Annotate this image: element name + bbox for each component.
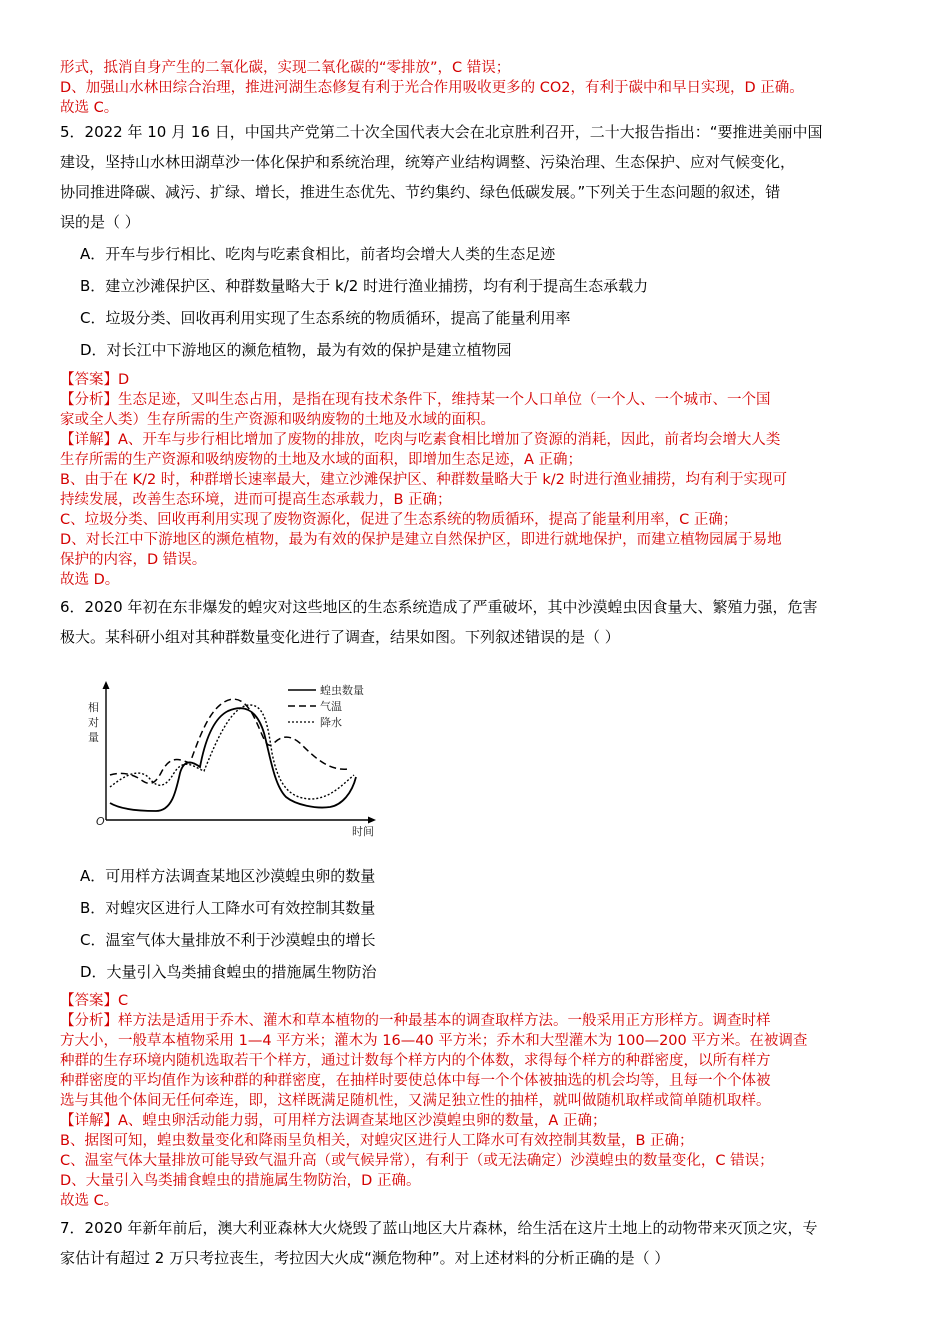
analysis-line: 【分析】样方法是适用于乔木、灌木和草本植物的一种最基本的调查取样方法。一般采用正方形样方。调查时样 [60,1013,771,1029]
y-axis-label-1: 相 [88,701,99,714]
analysis-line: 种群密度的平均值作为该种群的种群密度，在抽样时要使总体中每一个个体被抽选的机会均等，且每一个个体被 [60,1073,771,1089]
analysis-line: 方大小，一般草本植物采用 1—4 平方米；灌木为 16—40 平方米；乔木和大型灌木为 100—200 平方米。在被调查 [60,1033,808,1049]
origin-label: O [96,815,105,828]
analysis-line: 生存所需的生产资源和吸纳废物的土地及水域的面积，即增加生态足迹，A 正确； [60,452,583,468]
option-a: A．开车与步行相比、吃肉与吃素食相比，前者均会增大人类的生态足迹 [80,245,556,263]
analysis-line: B、据图可知，蝗虫数量变化和降雨呈负相关，对蝗灾区进行人工降水可有效控制其数量，B 正确； [60,1133,694,1149]
legend-temperature: 气温 [320,700,342,713]
option-d: D．对长江中下游地区的濒危植物，最为有效的保护是建立植物园 [80,341,512,359]
analysis-line: B、由于在 K/2 时，种群增长速率最大，建立沙滩保护区、种群数量略大于 k/2 时进行渔业捕捞，均有利于实现可 [60,472,788,488]
stem-line: 家估计有超过 2 万只考拉丧生，考拉因大火成“濒危物种”。对上述材料的分析正确的是（ ） [60,1249,670,1267]
y-axis-arrow [103,681,110,689]
analysis-line: 形式，抵消自身产生的二氧化碳，实现二氧化碳的“零排放”，C 错误； [60,60,511,76]
analysis-line: D、大量引入鸟类捕食蝗虫的措施属生物防治，D 正确。 [60,1173,421,1189]
stem-line: 7．2020 年新年前后，澳大利亚森林大火烧毁了蓝山地区大片森林，给生活在这片土地上的动物带来灭顶之灾，专 [60,1219,818,1237]
answer-label: 【答案】D [60,372,130,388]
previous-analysis [60,58,895,118]
question-6-explanation [60,991,895,1211]
locust-population-chart [80,675,400,840]
analysis-line: D、加强山水林田综合治理，推进河湖生态修复有利于光合作用吸收更多的 CO2，有利于碳中和早日实现，D 正确。 [60,80,804,96]
question-5-options [0,238,900,366]
y-axis-label-2: 对 [88,716,99,729]
legend-rain: 降水 [320,716,342,729]
option-a: A．可用样方法调查某地区沙漠蝗虫卵的数量 [80,867,376,885]
option-b: B．建立沙滩保护区、种群数量略大于 k/2 时进行渔业捕捞，均有利于提高生态承载力 [80,277,649,295]
rain-curve [110,705,354,799]
question-5-stem [60,117,895,237]
analysis-line: 故选 C。 [60,1193,119,1209]
analysis-line: 故选 C。 [60,100,119,116]
x-axis-label: 时间 [352,825,374,838]
analysis-line: 家或全人类）生存所需的生产资源和吸纳废物的土地及水域的面积。 [60,412,495,428]
question-5-explanation [60,370,895,590]
option-d: D．大量引入鸟类捕食蝗虫的措施属生物防治 [80,963,377,981]
stem-line: 建设，坚持山水林田湖草沙一体化保护和系统治理，统筹产业结构调整、污染治理、生态保护、应对气候变化， [60,153,796,171]
stem-line: 极大。某科研小组对其种群数量变化进行了调查，结果如图。下列叙述错误的是（ ） [60,628,620,646]
analysis-line: D、对长江中下游地区的濒危植物，最为有效的保护是建立自然保护区，即进行就地保护，而建立植物园属于易地 [60,532,782,548]
option-c: C．温室气体大量排放不利于沙漠蝗虫的增长 [80,931,376,949]
analysis-line: C、垃圾分类、回收再利用实现了废物资源化，促进了生态系统的物质循环，提高了能量利用率，C 正确； [60,512,738,528]
option-b: B．对蝗灾区进行人工降水可有效控制其数量 [80,899,376,917]
analysis-line: 持续发展，改善生态环境，进而可提高生态承载力，B 正确； [60,492,452,508]
analysis-line: 种群的生存环境内随机选取若干个样方，通过计数每个样方内的个体数，求得每个样方的种群密度，以所有样方 [60,1053,771,1069]
analysis-line: 【详解】A、蝗虫卵活动能力弱，可用样方法调查某地区沙漠蝗虫卵的数量，A 正确； [60,1113,607,1129]
analysis-line: C、温室气体大量排放可能导致气温升高（或气候异常），有利于（或无法确定）沙漠蝗虫的数量变化，C 错误； [60,1153,774,1169]
legend-locust: 蝗虫数量 [320,684,364,697]
stem-line: 5．2022 年 10 月 16 日，中国共产党第二十次全国代表大会在北京胜利召开，二十大报告指出：“要推进美丽中国 [60,123,823,141]
temperature-curve [110,699,348,783]
y-axis-label-3: 量 [88,731,99,744]
question-7-stem [60,1213,895,1273]
analysis-line: 【详解】A、开车与步行相比增加了废物的排放，吃肉与吃素食相比增加了资源的消耗，因此，前者均会增大人类 [60,432,781,448]
analysis-line: 【分析】生态足迹，又叫生态占用，是指在现有技术条件下，维持某一个人口单位（一个人、一个城市、一个国 [60,392,771,408]
question-6-options [0,860,900,988]
x-axis-arrow [368,817,376,824]
question-6-stem [60,592,895,652]
stem-line: 误的是（ ） [60,213,140,231]
stem-line: 协同推进降碳、减污、扩绿、增长，推进生态优先、节约集约、绿色低碳发展。”下列关于生态问题的叙述，错 [60,183,781,201]
analysis-line: 保护的内容，D 错误。 [60,552,207,568]
analysis-line: 选与其他个体间无任何牵连，即，这样既满足随机性，又满足独立性的抽样，就叫做随机取样或简单随机取样。 [60,1093,771,1109]
option-c: C．垃圾分类、回收再利用实现了生态系统的物质循环，提高了能量利用率 [80,309,571,327]
answer-label: 【答案】C [60,993,129,1009]
stem-line: 6．2020 年初在东非爆发的蝗灾对这些地区的生态系统造成了严重破坏，其中沙漠蝗虫因食量大、繁殖力强，危害 [60,598,818,616]
analysis-line: 故选 D。 [60,572,120,588]
